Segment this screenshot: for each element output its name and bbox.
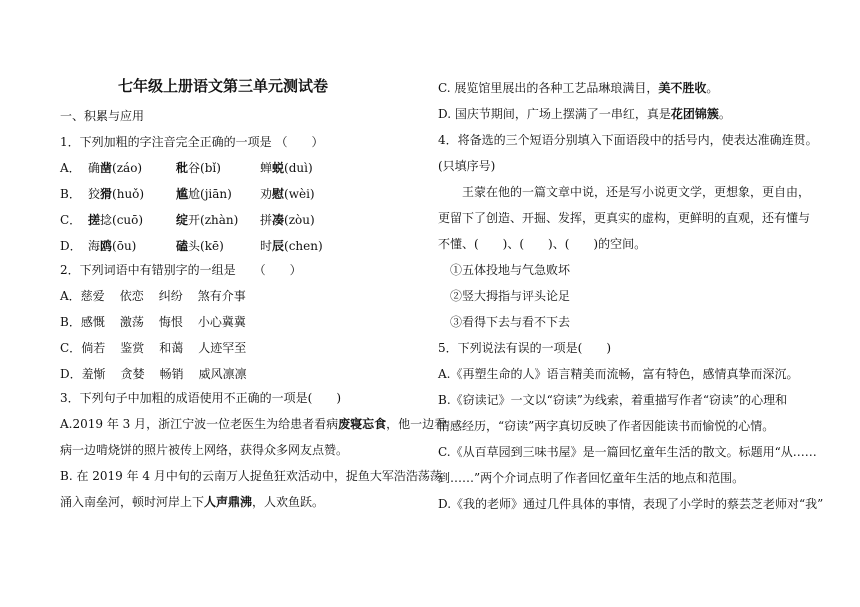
q4-stem: 4．将备选的三个短语分别填入下面语段中的括号内，使表达准确连贯。 [438,133,818,147]
pinyin-item [88,186,176,202]
bold-character: 搓 [88,213,101,227]
word-item: 人迹罕至 [198,341,247,355]
q1-option-row [60,212,350,228]
pinyin-item [260,212,350,228]
pinyin-item [88,160,176,176]
bold-character: 猾 [100,187,113,201]
q3-a-text-end: ，他一边看 [386,417,447,431]
option-label: D． [60,367,82,381]
q3-b-text: 涌入南垒河，顿时河岸上下 [60,495,205,509]
item-pinyin: (duì) [284,161,313,175]
item-prefix: 蝉 [260,161,273,175]
q5-stem: 5．下列说法有误的一项是( ) [438,341,611,355]
word-item: 煞有介事 [197,289,246,303]
bold-character: 磕 [176,239,189,253]
q3-option-a-cont: 病一边啃烧饼的照片被传上网络，获得众多网友点赞。 [60,443,349,457]
word-item: 纠纷 [158,289,183,303]
q4-passage-line1: 王蒙在他的一篇文章中说，还是写小说更文学，更想象，更自由， [462,185,811,199]
item-prefix: 狡 [88,187,101,201]
q3-b-idiom: 人声鼎沸 [204,495,253,509]
q2-option-row [60,366,262,382]
q5-option-d: D.《我的老师》通过几件具体的事情，表现了小学时的蔡芸芝老师对“我” [438,497,824,511]
word-item: 畅销 [159,367,184,381]
pinyin-item [176,160,260,176]
option-label: C． [60,341,82,355]
q1-option-row [60,238,350,254]
q1-stem: 1．下列加粗的字注音完全正确的一项是 （ ） [60,135,324,149]
page-title: 七年级上册语文第三单元测试卷 [118,77,329,95]
q2-stem: 2．下列词语中有错别字的一组是 （ ） [60,263,302,277]
pinyin-item [176,186,260,202]
item-pinyin: 尬(jiān) [188,187,232,201]
q4-option-1: ①五体投地与气急败坏 [450,263,571,277]
word-item: 小心冀冀 [197,315,246,329]
q3-c-text: C. 展览馆里展出的各种工艺品琳琅满目， [438,81,659,95]
bold-character: 慰 [272,187,285,201]
bold-character: 辰 [272,239,285,253]
bold-character: 凑 [272,213,285,227]
word-item: 鉴赏 [120,341,145,355]
q3-stem: 3．下列句子中加粗的成语使用不正确的一项是( ) [60,391,342,405]
q3-a-text: A.2019 年 3 月，浙江宁波一位老医生为给患者看病 [60,417,339,431]
option-label: A． [60,161,81,175]
q3-option-c [438,80,718,96]
item-prefix: 劝 [260,187,273,201]
pinyin-item [88,212,176,228]
q4-option-3: ③看得下去与看不下去 [450,315,571,329]
item-pinyin: (zòu) [284,213,315,227]
q2-option-row [60,314,261,330]
q4-stem-note: (只填序号) [438,159,496,173]
option-label: C． [60,213,82,227]
q3-d-text: D. 国庆节期间，广场上摆满了一串红，真是 [438,107,671,121]
option-label: B． [60,315,81,329]
item-prefix: 时 [260,239,273,253]
q3-option-a [60,416,446,432]
pinyin-item [176,212,260,228]
bold-character: 绽 [176,213,189,227]
q3-option-b-cont [60,494,324,510]
pinyin-item [176,238,260,254]
q1-option-row [60,186,350,202]
word-item: 贪婪 [120,367,145,381]
word-item: 依恋 [119,289,144,303]
bold-character: 蜕 [272,161,285,175]
q3-c-text-end: 。 [706,81,719,95]
item-prefix: 海 [88,239,101,253]
q3-option-d [438,106,731,122]
q3-a-idiom: 废寝忘食 [338,417,387,431]
option-label: B． [60,187,81,201]
bold-character: 秕 [176,161,189,175]
q3-d-text-end: 。 [718,107,731,121]
q4-passage-line3: 不懂、( )、( )、( )的空间。 [438,237,647,251]
item-pinyin: (wèi) [284,187,315,201]
q2-option-row [60,340,261,356]
word-item: 倘若 [81,341,106,355]
word-item: 悔恨 [158,315,183,329]
q3-d-idiom: 花团锦簇 [670,107,719,121]
q1-option-row [60,160,350,176]
word-item: 和蔼 [159,341,184,355]
q5-option-c: C.《从百草园到三味书屋》是一篇回忆童年生活的散文。标题用“从…… [438,445,817,459]
q5-option-b: B.《窃读记》一文以“窃读”为线索，着重描写作者“窃读”的心理和 [438,393,788,407]
item-prefix: 确 [88,161,101,175]
item-pinyin: 谷(bǐ) [188,161,221,175]
section-heading: 一、积累与应用 [60,109,145,123]
bold-character: 凿 [100,161,113,175]
word-item: 威风凛凛 [198,367,247,381]
item-pinyin: (záo) [112,161,143,175]
item-pinyin: 头(kē) [188,239,224,253]
word-item: 慈爱 [80,289,105,303]
item-pinyin: 捻(cuō) [100,213,144,227]
q4-option-2: ②竖大拇指与评头论足 [450,289,571,303]
q2-option-row [60,288,261,304]
pinyin-item [260,160,350,176]
q4-passage-line2: 更留下了创造、开掘、发挥，更真实的虚构，更鲜明的直观，还有懂与 [438,211,811,225]
bold-character: 鸥 [100,239,113,253]
item-prefix: 拼 [260,213,273,227]
q5-option-a: A.《再塑生命的人》语言精美而流畅，富有特色，感情真挚而深沉。 [438,367,799,381]
item-pinyin: (huǒ) [112,187,145,201]
q5-option-c-cont: 到……”两个介词点明了作者回忆童年生活的地点和范围。 [438,471,745,485]
q5-option-b-cont: 情感经历，“窃读”两字真切反映了作者因能读书而愉悦的心情。 [438,419,775,433]
q3-b-text-end: ，人欢鱼跃。 [252,495,325,509]
option-label: A． [60,289,81,303]
pinyin-item [260,238,350,254]
item-pinyin: (ōu) [112,239,137,253]
q3-c-idiom: 美不胜收 [658,81,707,95]
pinyin-item [88,238,176,254]
word-item: 激荡 [119,315,144,329]
word-item: 羞惭 [81,367,106,381]
item-pinyin: 开(zhàn) [188,213,239,227]
q3-option-b: B. 在 2019 年 4 月中旬的云南万人捉鱼狂欢活动中，捉鱼大军浩浩荡荡 [60,469,442,483]
item-pinyin: (chen) [284,239,323,253]
bold-character: 尴 [176,187,189,201]
pinyin-item [260,186,350,202]
option-label: D． [60,239,82,253]
word-item: 感慨 [80,315,105,329]
